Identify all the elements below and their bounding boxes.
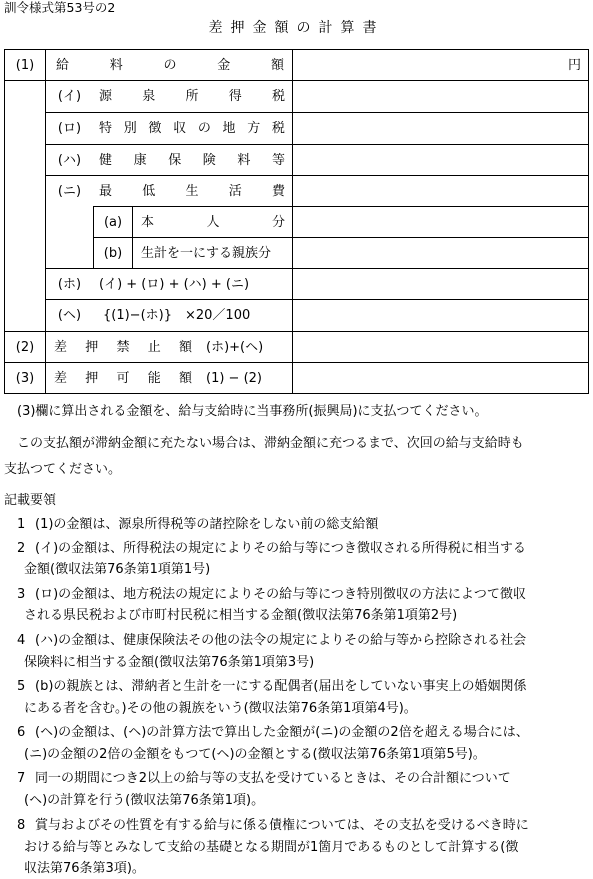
row-ha-label bbox=[99, 145, 285, 175]
row1-amount[interactable] bbox=[293, 50, 581, 80]
row-ro-number: (ロ) bbox=[57, 121, 82, 136]
row-ha-number: (ハ) bbox=[57, 152, 82, 168]
row-he-amount[interactable] bbox=[293, 300, 588, 331]
row2-label bbox=[54, 332, 290, 362]
item-text: 同一の期間につき2以上の給与等の支払を受けているときは、その合計額について bbox=[35, 771, 511, 786]
label-char: 分 bbox=[271, 214, 285, 230]
row-ro-label bbox=[99, 113, 285, 144]
item-text: (b)の親族とは、滞納者と生計を一にする配偶者(届出をしていない事実上の婚姻関係 bbox=[35, 679, 527, 694]
item-text: (ヘ)の計算を行う(徴収法第76条第1項)。 bbox=[24, 793, 265, 808]
label-char: 源 bbox=[99, 89, 113, 104]
label-char: 額 bbox=[178, 370, 192, 386]
row-ni-amount[interactable] bbox=[293, 176, 588, 206]
label-char: 押 bbox=[85, 339, 99, 355]
row3-label bbox=[54, 363, 290, 393]
row-ni-label bbox=[99, 176, 285, 206]
label-char: 給 bbox=[56, 57, 70, 73]
label-char: の bbox=[197, 121, 211, 136]
label-char: 費 bbox=[271, 183, 285, 199]
label-char: 可 bbox=[116, 370, 130, 386]
row-ho-number: (ホ) bbox=[57, 276, 82, 292]
shortfall-note-line1: この支払額が滞納金額に充たない場合は、滞納金額に充つるまで、次回の給与支給時も bbox=[17, 436, 524, 451]
label-char: 徴 bbox=[148, 121, 162, 136]
label-char: 止 bbox=[147, 339, 161, 355]
item-text: (ハ)の金額は、健康保険法その他の法令の規定によりその給与等から控除される社会 bbox=[35, 633, 527, 648]
label-char: 健 bbox=[99, 152, 113, 168]
label-char: 得 bbox=[228, 89, 242, 104]
label-char: 料 bbox=[109, 57, 123, 73]
label-char: 最 bbox=[99, 183, 113, 199]
row-ho-formula: (イ) + (ロ) + (ハ) + (ニ) bbox=[99, 276, 250, 292]
shortfall-note-line2: 支払つてください。 bbox=[4, 462, 122, 477]
label-char: 特 bbox=[99, 121, 113, 136]
row-a-amount[interactable] bbox=[293, 207, 588, 237]
row-ho-amount[interactable] bbox=[293, 269, 588, 299]
item-number: 4 bbox=[17, 633, 26, 648]
item-text: にある者を含む。)その他の親族をいう(徴収法第76条第1項第4号)。 bbox=[24, 701, 417, 716]
label-char: 禁 bbox=[116, 339, 130, 355]
label-char: 収 bbox=[173, 121, 187, 136]
label-char: 泉 bbox=[142, 89, 156, 104]
label-char: 保 bbox=[168, 152, 182, 168]
label-char: 康 bbox=[133, 152, 147, 168]
item-number: 3 bbox=[17, 587, 26, 602]
row-ni-number: (ニ) bbox=[57, 183, 82, 199]
label-char: 押 bbox=[85, 370, 99, 386]
row-b-label: 生計を一にする親族分 bbox=[141, 245, 272, 261]
item-text: おける給与等とみなして支給の基礎となる期間が1箇月であるものとして計算する(徴 bbox=[24, 840, 519, 855]
label-char: 税 bbox=[271, 89, 285, 104]
item-text: 保険料に相当する金額(徴収法第76条第1項第3号) bbox=[24, 655, 315, 670]
row2-number: (2) bbox=[15, 339, 35, 355]
label-char: 差 bbox=[54, 370, 68, 386]
row-b-number: (b) bbox=[103, 245, 123, 261]
label-char: 能 bbox=[147, 370, 161, 386]
row-b-amount[interactable] bbox=[293, 238, 588, 268]
label-char: の bbox=[163, 57, 177, 73]
item-number: 8 bbox=[17, 818, 26, 833]
row3-formula: (1) − (2) bbox=[206, 370, 262, 386]
row-a-label bbox=[141, 207, 285, 237]
item-text: (ニ)の金額の2倍の金額をもつて(ヘ)の金額とする(徴収法第76条第1項第5号)。 bbox=[24, 747, 486, 762]
label-char: 本 bbox=[141, 214, 155, 230]
label-char: 険 bbox=[202, 152, 216, 168]
label-char: 額 bbox=[270, 57, 284, 73]
item-number: 2 bbox=[17, 541, 26, 556]
label-char: 生 bbox=[185, 183, 199, 199]
label-char: 税 bbox=[271, 121, 285, 136]
row3-amount[interactable] bbox=[293, 363, 588, 393]
item-number: 5 bbox=[17, 679, 26, 694]
item-text: (1)の金額は、源泉所得税等の諸控除をしない前の総支給額 bbox=[35, 517, 379, 532]
label-char: 料 bbox=[237, 152, 251, 168]
form-number: 訓令様式第53号の2 bbox=[4, 0, 116, 15]
item-text: 金額(徴収法第76条第1項第1号) bbox=[24, 562, 211, 577]
item-text: (イ)の金額は、所得税法の規定によりその給与等につき徴収される所得税に相当する bbox=[35, 541, 526, 556]
calculation-table bbox=[4, 49, 589, 394]
row1-number: (1) bbox=[15, 57, 35, 73]
row3-number: (3) bbox=[15, 370, 35, 386]
label-char: 等 bbox=[271, 152, 285, 168]
item-text: (ヘ)の金額は、(ヘ)の計算方法で算出した金額が(ニ)の金額の2倍を超える場合には、 bbox=[35, 725, 529, 740]
row-ro-amount[interactable] bbox=[293, 113, 588, 144]
item-number: 7 bbox=[17, 771, 26, 786]
row-a-number: (a) bbox=[103, 214, 123, 230]
item-number: 1 bbox=[17, 517, 26, 532]
item-text: 収法第76条第3項)。 bbox=[24, 861, 145, 876]
item-text: (ロ)の金額は、地方税法の規定によりその給与等につき特別徴収の方法によつて徴収 bbox=[35, 587, 526, 602]
row-he-formula: {(1)−(ホ)} ×20／100 bbox=[103, 308, 251, 323]
label-char: 所 bbox=[185, 89, 199, 104]
label-char: 額 bbox=[178, 339, 192, 355]
payment-note: (3)欄に算出される金額を、給与支給時に当事務所(振興局)に支払つてください。 bbox=[17, 404, 488, 419]
row2-formula: (ホ)+(ヘ) bbox=[206, 339, 264, 355]
label-char: 差 bbox=[54, 339, 68, 355]
row-he-number: (ヘ) bbox=[57, 308, 82, 323]
row-ha-amount[interactable] bbox=[293, 145, 588, 175]
label-char: 人 bbox=[206, 214, 220, 230]
label-char: 別 bbox=[123, 121, 137, 136]
item-number: 6 bbox=[17, 725, 26, 740]
row-i-number: (イ) bbox=[57, 89, 82, 104]
row-i-label bbox=[99, 81, 285, 112]
instructions-heading: 記載要領 bbox=[4, 493, 57, 508]
page-title: 差押金額の計算書 bbox=[208, 20, 385, 36]
label-char: 方 bbox=[247, 121, 261, 136]
label-char: 低 bbox=[142, 183, 156, 199]
item-text: 賞与およびその性質を有する給与に係る債権については、その支払を受けるべき時に bbox=[35, 818, 529, 833]
item-text: される県民税および市町村民税に相当する金額(徴収法第76条第1項第2号) bbox=[24, 608, 458, 623]
row-i-amount[interactable] bbox=[293, 81, 588, 112]
label-char: 金 bbox=[217, 57, 231, 73]
row2-amount[interactable] bbox=[293, 332, 588, 362]
label-char: 地 bbox=[222, 121, 236, 136]
label-char: 活 bbox=[228, 183, 242, 199]
yen-unit: 円 bbox=[567, 57, 581, 73]
row1-label bbox=[56, 50, 284, 80]
